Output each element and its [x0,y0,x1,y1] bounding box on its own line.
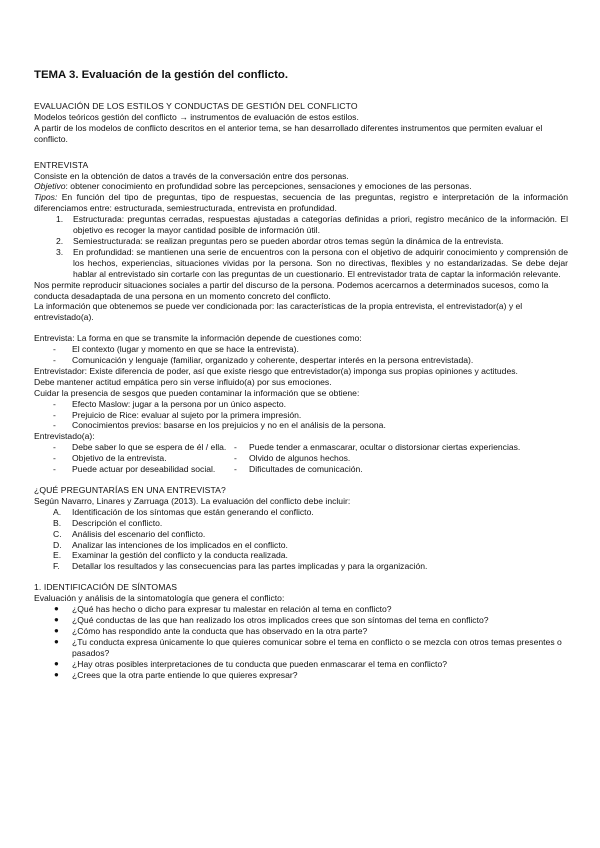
tipos-label: Tipos: [34,192,58,203]
bullet-icon: ● [54,669,59,679]
interviewee-list-left [34,442,234,475]
list-item: C. Análisis del escenario del conflicto. [53,528,206,539]
list-item: A. Identificación de los síntomas que están generando el conflicto. [53,506,314,517]
bullet-icon: ● [54,604,59,614]
interviewee-columns [34,442,568,475]
list-item: 1. Estructurada: preguntas cerradas, respuestas ajustadas a categorías definidas a priori, registro mecánico de la información. El objetivo es recoger la mayor cantidad posible de información útil. [56,214,568,236]
list-item: E. Examinar la gestión del conflicto y la conducta realizada. [53,550,288,561]
interview-types-list [34,214,568,279]
paragraph-tipos [34,192,568,214]
section-heading-evaluacion: EVALUACIÓN DE LOS ESTILOS Y CONDUCTAS DE GESTIÓN DEL CONFLICTO [34,101,358,111]
list-item: - Olvido de algunos hechos. [234,453,351,464]
section-heading-entrevista: ENTREVISTA [34,159,89,170]
list-item: F. Detallar los resultados y las consecuencias para las partes implicadas y para la organización. [53,561,428,572]
context-list [34,344,568,366]
bullet-icon: ● [54,614,59,624]
paragraph: A partir de los modelos de conflicto descritos en el anterior tema, se han desarrollado diferentes instrumentos que permiten evaluar el conflicto. [34,122,543,144]
list-item: - El contexto (lugar y momento en que se hace la entrevista). [53,344,299,355]
list-item: - Conocimientos previos: basarse en los prejuicios y no en el análisis de la persona. [53,420,386,431]
paragraph: Entrevistador: Existe diferencia de poder, así que existe riesgo que entrevistador(a) imponga sus propias opiniones y actitudes. [34,365,518,376]
paragraph: Entrevistado(a): [34,431,95,442]
paragraph: Debe mantener actitud empática pero sin verse influido(a) por sus emociones. [34,376,332,387]
symptom-questions-list [34,604,568,680]
list-item: - Debe saber lo que se espera de él / ella. [53,442,227,453]
objetivo-text: : obtener conocimiento en profundidad sobre las percepciones, sensaciones y emociones de las personas. [65,181,472,192]
list-item: - Puede actuar por deseabilidad social. [53,464,216,475]
list-item: - Efecto Maslow: jugar a la persona por un único aspecto. [53,398,287,409]
list-item: D. Analizar las intenciones de los implicados en el conflicto. [53,539,288,550]
paragraph: Nos permite reproducir situaciones sociales a partir del discurso de la persona. Podemos acercarnos a determinados sucesos, como la conducta desadaptada de una persona en un momento concreto del conflicto. [34,279,549,301]
list-item: ● ¿Cómo has respondido ante la conducta que has observado en la otra parte? [54,625,368,636]
biases-list [34,399,568,432]
paragraph-objetivo [34,181,568,192]
section-heading-preguntas: ¿QUÉ PREGUNTARÍAS EN UNA ENTREVISTA? [34,485,226,495]
list-item: B. Descripción el conflicto. [53,517,163,528]
list-item: - Comunicación y lenguaje (familiar, organizado y coherente, despertar interés en la persona entrevistada). [53,355,474,366]
bullet-icon: ● [54,658,59,668]
paragraph: Cuidar la presencia de sesgos que pueden contaminar la información que se obtiene: [34,387,360,398]
section-heading-sintomas: 1. IDENTIFICACIÓN DE SÍNTOMAS [34,582,178,593]
paragraph: Entrevista: La forma en que se transmite la información depende de cuestiones como: [34,333,362,344]
list-item: - Puede tender a enmascarar, ocultar o distorsionar ciertas experiencias. [234,442,521,453]
paragraph: Evaluación y análisis de la sintomatología que genera el conflicto: [34,593,285,604]
list-item: - Objetivo de la entrevista. [53,453,167,464]
list-item: - Dificultades de comunicación. [234,464,363,475]
objetivo-label: Objetivo [34,181,66,192]
list-item: 2. Semiestructurada: se realizan preguntas pero se pueden abordar otros temas según la dinámica de la entrevista. [56,235,504,246]
list-item: 3. En profundidad: se mantienen una serie de encuentros con la persona con el objetivo de adquirir conocimiento y comprensión de los hechos, experiencias, situaciones vividas por la persona. Son no directivas, flexibles y no estandarizadas. Se debe dejar hablar al entrevistado sin cortarle con las preguntas de un cuestionario. El entrevistador trata de captar la información relevante. [56,246,568,279]
paragraph: Según Navarro, Linares y Zarruaga (2013). La evaluación del conflicto debe incluir: [34,495,351,506]
bullet-icon: ● [54,625,59,635]
paragraph: La información que obtenemos se puede ver condicionada por: las características de la propia entrevista, el entrevistador(a) y el entrevistado(a). [34,301,523,323]
list-item: ● ¿Qué conductas de las que han realizado los otros implicados crees que son síntomas del tema en conflicto? [54,614,489,625]
document-title: TEMA 3. Evaluación de la gestión del conflicto. [34,69,289,81]
tipos-text: En función del tipo de preguntas, tipo de respuestas, secuencia de las preguntas, registro e interpretación de la información diferenciamos entre: estructurada, semiestructurada, entrevista en profundidad. [34,192,568,214]
paragraph: Modelos teóricos gestión del conflicto → instrumentos de evaluación de estos estilos. [34,111,359,122]
list-item: ● ¿Qué has hecho o dicho para expresar tu malestar en relación al tema en conflicto? [54,604,392,615]
list-item: ● ¿Hay otras posibles interpretaciones de tu conducta que pueden enmascarar el tema en conflicto? [54,658,448,669]
list-item: ● ¿Crees que la otra parte entiende lo que quieres expresar? [54,669,298,680]
list-item: - Prejuicio de Rice: evaluar al sujeto por la primera impresión. [53,409,302,420]
paragraph: Consiste en la obtención de datos a través de la conversación entre dos personas. [34,170,349,181]
list-item: ● ¿Tu conducta expresa únicamente lo que quieres comunicar sobre el tema en conflicto o se mezcla con otros temas presentes o pasados? [54,636,562,658]
interviewee-list-right [234,442,568,475]
document-page [34,68,568,680]
evaluation-steps-list [34,507,568,572]
bullet-icon: ● [54,636,59,646]
